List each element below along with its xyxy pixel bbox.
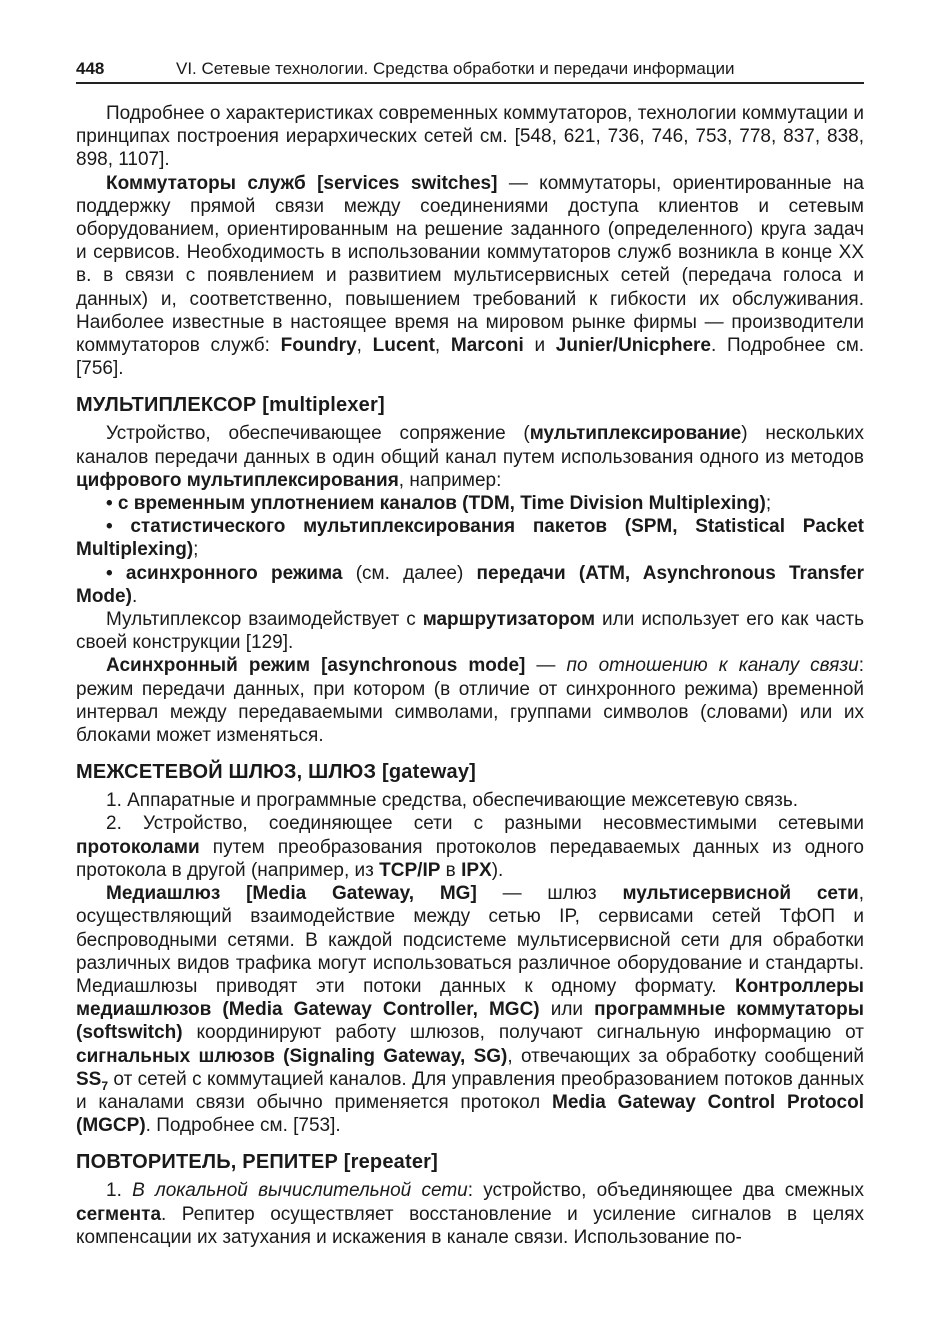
term-mgc: Контроллеры медиашлюзов (Media Gateway Controller, MGC)	[76, 975, 864, 1021]
term-async-mode: Асинхронный режим [asynchronous mode]	[106, 655, 526, 677]
heading-repeater: ПОВТОРИТЕЛЬ, РЕПИТЕР [repeater]	[76, 1151, 439, 1174]
list-item-spm: • статистического мультиплексирования пакетов (SPM, Statistical Packet Multiplexing);	[76, 516, 864, 561]
running-title: VI. Сетевые технологии. Средства обработки и передачи информации	[176, 59, 735, 78]
term-softswitch: программные коммутаторы (softswitch)	[76, 999, 864, 1044]
term-signaling-gateway: сигнальных шлюзов (Signaling Gateway, SG)	[76, 1045, 508, 1067]
heading-multiplexer: МУЛЬТИПЛЕКСОР [multiplexer]	[76, 394, 385, 417]
term-tcpip: TCP/IP	[379, 859, 441, 881]
gateway-item-1: 1. Аппаратные и программные средства, обеспечивающие межсетевую связь.	[106, 790, 799, 812]
vendor-junier: Junier/Unicphere	[555, 335, 711, 357]
paragraph-repeater: 1. В локальной вычислительной сети: устройство, объединяющее два смежных сегмента. Репитер осуществляет восстановление и усиление сигналов в целях компенсации их затухания и искажения в канале связи. Использование по-	[76, 1180, 864, 1248]
term-router: маршрутизатором	[422, 609, 596, 631]
running-header	[76, 58, 864, 84]
page-number: 448	[76, 59, 105, 78]
term-protocols: протоколами	[76, 836, 200, 858]
term-ss7: $SS_7$	[76, 1068, 109, 1093]
heading-gateway: МЕЖСЕТЕВОЙ ШЛЮЗ, ШЛЮЗ [gateway]	[76, 761, 477, 784]
paragraph-media-gateway: Медиашлюз [Media Gateway, MG] — шлюз мультисервисной сети, осуществляющий взаимодействие между сетью IP, сервисами сетей ТфОП и беспроводными сетями. В каждой подсистеме мультисервисной сети для обработки различных видов трафика могут использоваться различное оборудование и стандарты. Медиашлюзы приводят эти потоки данных к одному формату. Контроллеры медиашлюзов (Media Gateway Controller, MGC) или программные коммутаторы (softswitch) координируют работу шлюзов, получают сигнальную информацию от сигнальных шлюзов (Signaling Gateway, SG), отвечающих за обработку сообщений $SS_7$ от сетей с коммутацией каналов. Для управления преобразованием потоков данных и каналами связи обычно применяется протокол Media Gateway Control Protocol (MGCP). Подробнее см. [753].	[76, 883, 864, 1137]
list-item-tdm: • с временным уплотнением каналов (TDM, Time Division Multiplexing);	[106, 493, 772, 515]
vendor-marconi: Marconi	[450, 335, 524, 357]
vendor-foundry: Foundry	[280, 335, 357, 357]
gateway-item-2: 2. Устройство, соединяющее сети с разными несовместимыми сетевыми протоколами путем преобразования протоколов передаваемых данных из одного протокола в другой (например, из TCP/IP в IPX).	[76, 813, 864, 881]
list-item-atm: • асинхронного режима (см. далее) передачи (ATM, Asynchronous Transfer Mode).	[76, 562, 864, 607]
paragraph-services-switches: Коммутаторы служб [services switches] — коммутаторы, ориентированные на поддержку прямой связи между соединениями доступа клиентов и сетевым оборудованием, ориентированным на решение заданного (определенного) круга задач и сервисов. Необходимость в использовании коммутаторов служб возникла в конце XX в. в связи с появлением и развитием мультисервисных сетей (передача голоса и данных) и, соответственно, повышением требований к гибкости их обслуживания. Наиболее известные в настоящее время на мировом рынке фирмы — производители коммутаторов служб: Foundry, Lucent, Marconi и Junier/Unicphere. Подробнее см. [756].	[76, 172, 865, 380]
term-digital-multiplexing: цифрового мультиплексирования	[76, 469, 399, 491]
paragraph-switch-details: Подробнее о характеристиках современных коммутаторов, технологии коммутации и принципах построения иерархических сетей см. [548, 621, 736, 746, 753, 778, 837, 838, 898, 1107].	[76, 103, 864, 171]
paragraph-multiplexer-router: Мультиплексор взаимодействует с маршрутизатором или использует его как часть своей конструкции [129].	[76, 609, 864, 654]
term-multiservice-network: мультисервисной сети	[622, 883, 859, 905]
paragraph-async-mode: Асинхронный режим [asynchronous mode] — по отношению к каналу связи: режим передачи данных, при котором (в отличие от синхронного режима) временной интервал между передаваемыми символами, группами символов (словами) или их блоками может изменяться.	[76, 655, 864, 747]
term-segment: сегмента	[76, 1203, 162, 1225]
term-mgcp: Media Gateway Control Protocol (MGCP)	[76, 1091, 864, 1137]
term-media-gateway: Медиашлюз [Media Gateway, MG]	[106, 883, 477, 905]
paragraph-multiplexer-def: Устройство, обеспечивающее сопряжение (мультиплексирование) нескольких каналов передачи данных в один общий канал путем использования одного из методов цифрового мультиплексирования, например:	[76, 423, 864, 491]
term-multiplexing: мультиплексирование	[529, 423, 742, 445]
vendor-lucent: Lucent	[372, 335, 435, 357]
term-services-switches: Коммутаторы служб [services switches]	[106, 172, 498, 194]
term-ipx: IPX	[461, 859, 492, 881]
book-page	[76, 58, 864, 1249]
